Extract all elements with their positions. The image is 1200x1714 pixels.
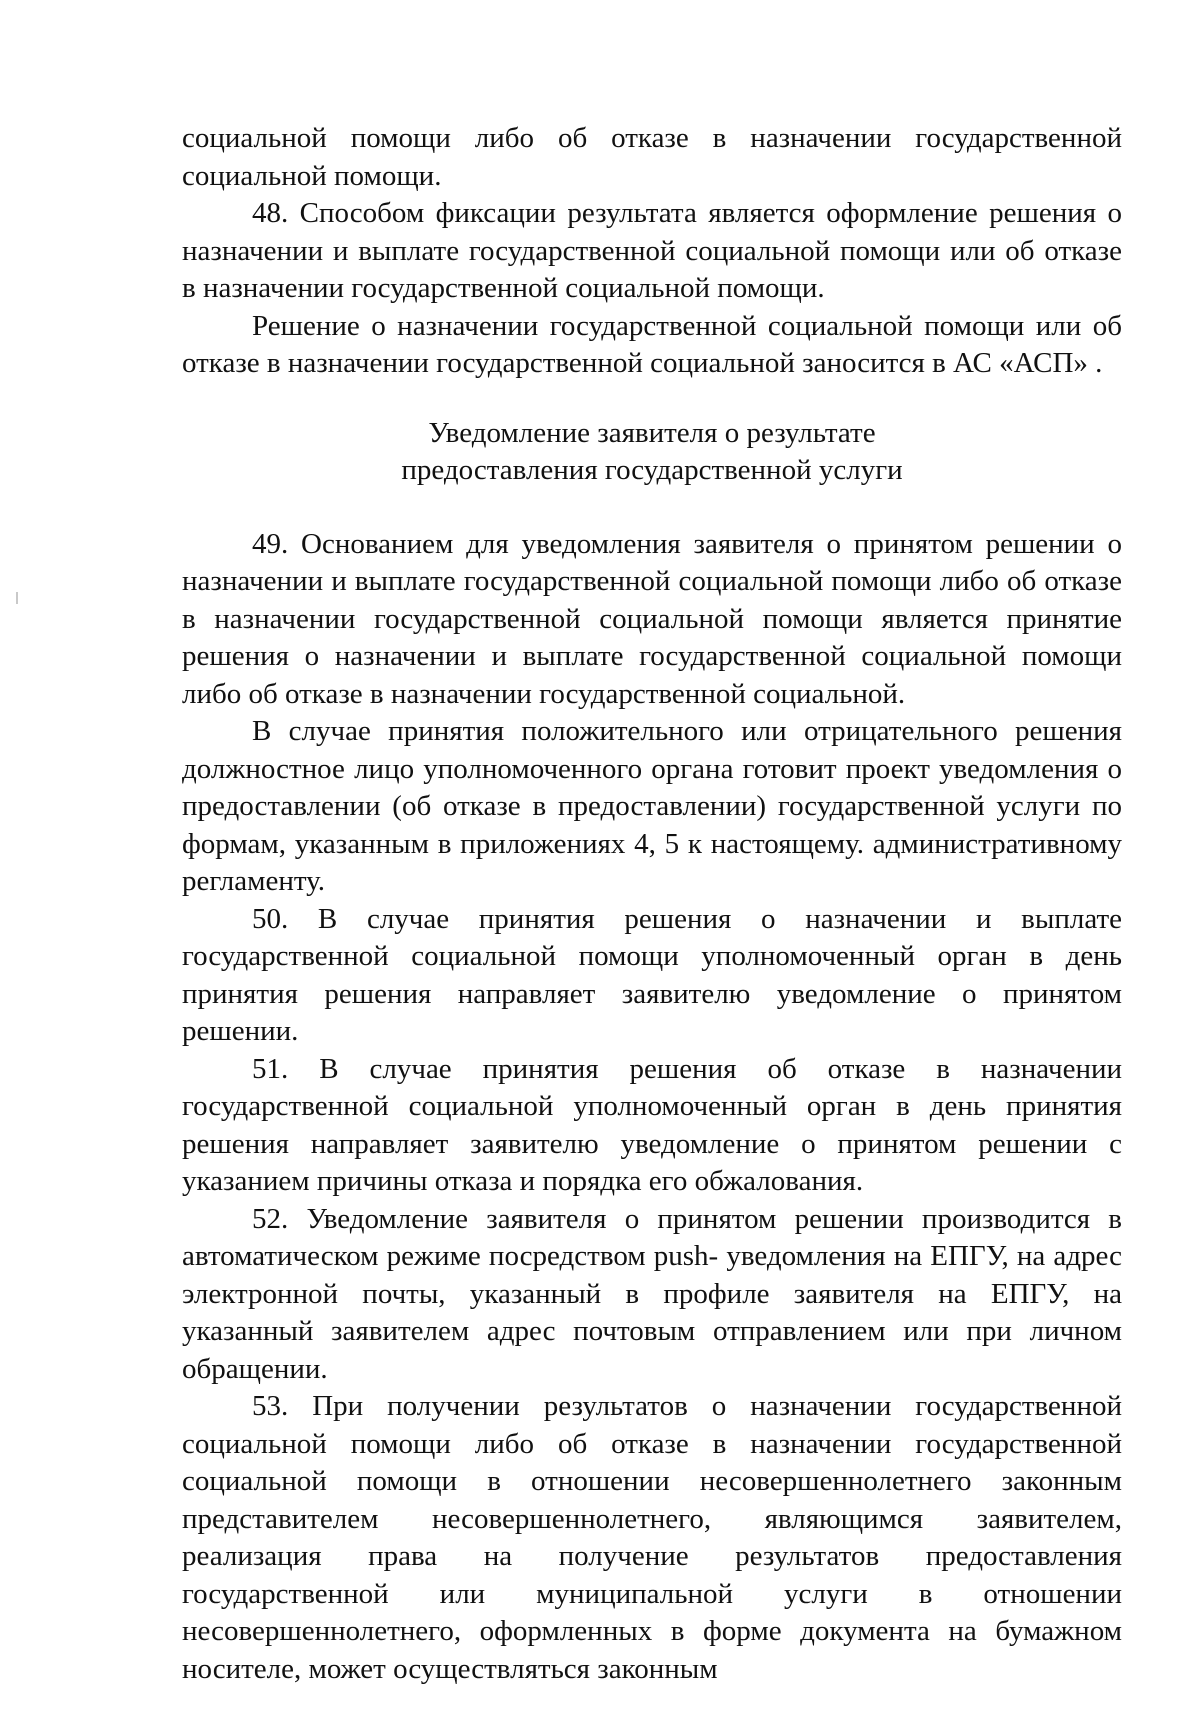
section-heading-line-2: предоставления государственной услуги (401, 454, 903, 486)
section-heading-line-1: Уведомление заявителя о результате (428, 416, 876, 449)
scan-artifact (16, 592, 18, 604)
paragraph-49-case: В случае принятия положительного или отрицательного решения должностное лицо уполномоченного органа готовит проект уведомления о предоставлении (об отказе в предоставлении) государственной услуги по формам, указанным в приложениях 4, 5 к настоящему. административному регламенту. (182, 715, 1122, 897)
paragraph-continuation: социальной помощи либо об отказе в назначении государственной социальной помощи. (182, 122, 1122, 192)
paragraph-53: 53. При получении результатов о назначении государственной социальной помощи либо об отказе в назначении государственной социальной помощи в отношении несовершеннолетнего законным представителем несовершеннолетнего, являющимся заявителем, реализация права на получение результатов предоставления государственной или муниципальной услуги в отношении несовершеннолетнего, оформленных в форме документа на бумажном носителе, может осуществляться законным (182, 1390, 1122, 1685)
paragraph-48-decision: Решение о назначении государственной социальной помощи или об отказе в назначении государственной социальной заносится в АС «АСП» . (182, 309, 1122, 379)
paragraph-49: 49. Основанием для уведомления заявителя о принятом решении о назначении и выплате государственной социальной помощи либо об отказе в назначении государственной социальной помощи является принятие решения о назначении и выплате государственной социальной помощи либо об отказе в назначении государственной социальной. (182, 527, 1122, 710)
paragraph-51: 51. В случае принятия решения об отказе в назначении государственной социальной уполномоченный орган в день принятия решения направляет заявителю уведомление о принятом решении с указанием причины отказа и порядка его обжалования. (182, 1052, 1122, 1197)
document-body (182, 120, 1122, 1688)
paragraph-52: 52. Уведомление заявителя о принятом решении производится в автоматическом режиме посредством push- уведомления на ЕПГУ, на адрес электронной почты, указанный в профиле заявителя на ЕПГУ, на указанный заявителем адрес почтовым отправлением или при личном обращении. (182, 1202, 1122, 1385)
paragraph-50: 50. В случае принятия решения о назначении и выплате государственной социальной помощи уполномоченный орган в день принятия решения направляет заявителю уведомление о принятом решении. (182, 902, 1122, 1047)
section-heading (182, 415, 1122, 490)
paragraph-48: 48. Способом фиксации результата является оформление решения о назначении и выплате государственной социальной помощи или об отказе в назначении государственной социальной помощи. (182, 197, 1122, 304)
